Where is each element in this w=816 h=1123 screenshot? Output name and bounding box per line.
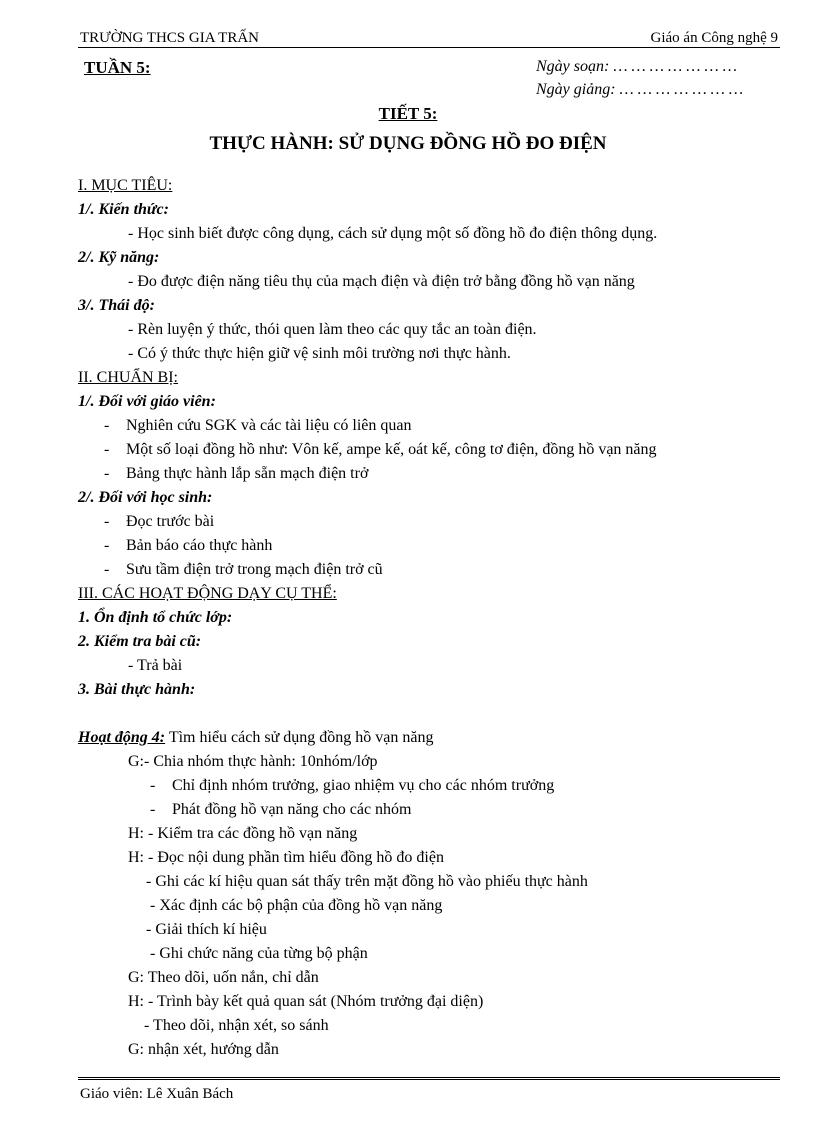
list-item: - Một số loại đồng hồ như: Vôn kế, ampe kế, oát kế, công tơ điện, đồng hồ vạn năng — [104, 441, 657, 458]
lesson-number: TIẾT 5: — [378, 104, 438, 123]
header-subject: Giáo án Công nghệ 9 — [650, 30, 778, 46]
footer-teacher: Giáo viên: Lê Xuân Bách — [80, 1086, 234, 1102]
list-item: - Sưu tầm điện trở trong mạch điện trở cũ — [104, 561, 383, 578]
knowledge-item: - Học sinh biết được công dụng, cách sử dụng một số đồng hồ đo điện thông dụng. — [128, 225, 658, 242]
footer-rule — [78, 1077, 780, 1083]
skills-heading: 2/. Kỹ năng: — [78, 249, 160, 266]
section-objectives-heading: I. MỤC TIÊU: — [78, 177, 173, 194]
student-prep-heading: 2/. Đối với học sinh: — [78, 489, 213, 506]
header-rule — [78, 47, 780, 48]
list-item: - Bảng thực hành lắp sẵn mạch điện trở — [104, 465, 369, 482]
activity-line: - Xác định các bộ phận của đồng hồ vạn năng — [150, 897, 443, 914]
skills-item: - Đo được điện năng tiêu thụ của mạch điện và điện trở bằng đồng hồ vạn năng — [128, 273, 635, 290]
section-preparation-heading: II. CHUẨN BỊ: — [78, 369, 178, 386]
teacher-prep-heading: 1/. Đối với giáo viên: — [78, 393, 216, 410]
list-item: - Nghiên cứu SGK và các tài liệu có liên quan — [104, 417, 412, 434]
list-item: - Bản báo cáo thực hành — [104, 537, 273, 554]
attitude-item: - Rèn luyện ý thức, thói quen làm theo các quy tắc an toàn điện. — [128, 321, 537, 338]
lesson-title: THỰC HÀNH: SỬ DỤNG ĐỒNG HỒ ĐO ĐIỆN — [209, 133, 607, 154]
attitude-item: - Có ý thức thực hiện giữ vệ sinh môi trường nơi thực hành. — [128, 345, 511, 362]
activity-line: G: Theo dõi, uốn nắn, chỉ dẫn — [128, 969, 319, 986]
activity-line: - Chỉ định nhóm trưởng, giao nhiệm vụ cho các nhóm trưởng — [150, 777, 555, 794]
activity-line: H: - Đọc nội dung phần tìm hiểu đồng hồ đo điện — [128, 849, 444, 866]
review-heading: 2. Kiểm tra bài cũ: — [78, 633, 202, 650]
activity-line: - Ghi chức năng của từng bộ phận — [150, 945, 368, 962]
date-taught: Ngày giảng: … … … … … … … — [536, 81, 744, 98]
practice-heading: 3. Bài thực hành: — [78, 681, 196, 698]
activity-heading: Hoạt động 4: Tìm hiểu cách sử dụng đồng hồ vạn năng — [78, 729, 434, 746]
week-label: TUẦN 5: — [84, 58, 151, 77]
review-item: - Trả bài — [128, 657, 183, 674]
activity-line: - Theo dõi, nhận xét, so sánh — [144, 1017, 329, 1034]
activity-line: - Phát đồng hồ vạn năng cho các nhóm — [150, 801, 412, 818]
knowledge-heading: 1/. Kiến thức: — [78, 201, 169, 218]
list-item: - Đọc trước bài — [104, 513, 215, 530]
class-organization-heading: 1. Ổn định tổ chức lớp: — [78, 609, 233, 626]
header-school: TRƯỜNG THCS GIA TRẤN — [80, 30, 260, 46]
activity-line: - Ghi các kí hiệu quan sát thấy trên mặt đồng hồ vào phiếu thực hành — [146, 873, 588, 890]
section-activities-heading: III. CÁC HOẠT ĐỘNG DẠY CỤ THỂ: — [78, 585, 337, 602]
activity-line: G:- Chia nhóm thực hành: 10nhóm/lớp — [128, 753, 378, 770]
activity-line: G: nhận xét, hướng dẫn — [128, 1041, 279, 1058]
activity-line: - Giải thích kí hiệu — [146, 921, 267, 938]
activity-line: H: - Kiểm tra các đồng hồ vạn năng — [128, 825, 358, 842]
date-prepared: Ngày soạn: … … … … … … … — [536, 58, 737, 75]
attitude-heading: 3/. Thái độ: — [78, 297, 155, 314]
activity-line: H: - Trình bày kết quả quan sát (Nhóm trưởng đại diện) — [128, 993, 484, 1010]
